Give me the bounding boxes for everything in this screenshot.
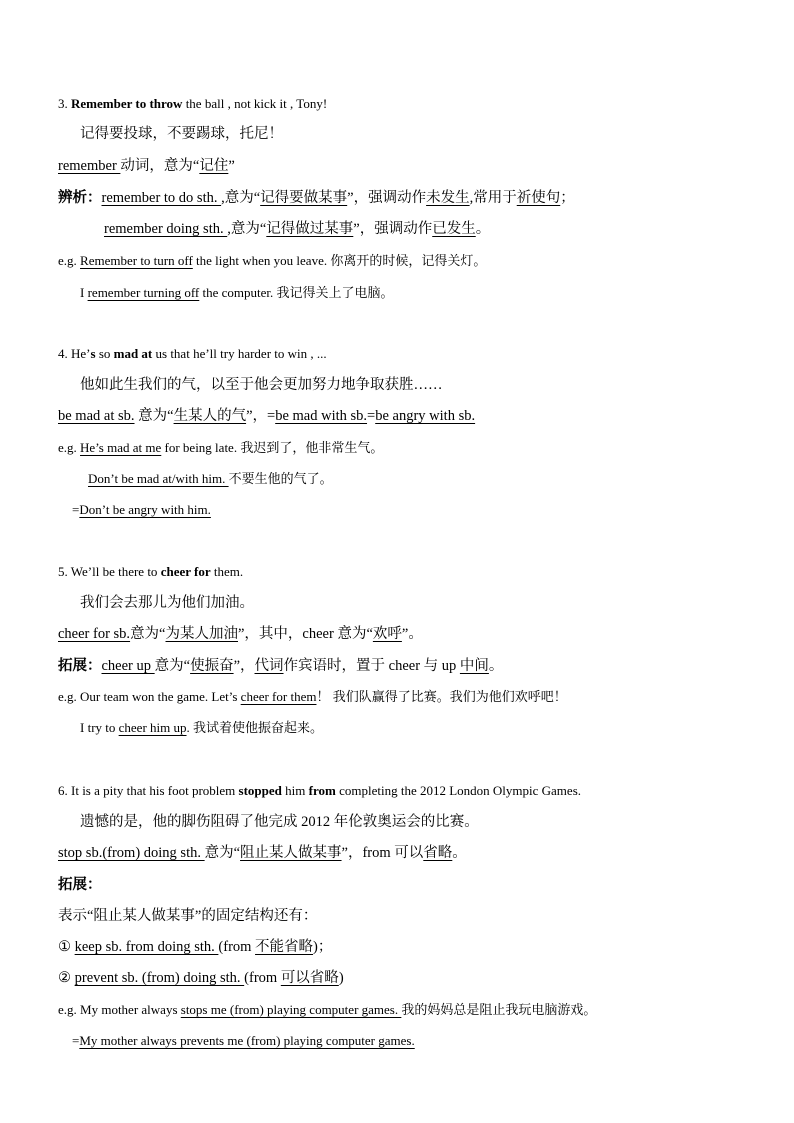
s4-translation: 他如此生我们的气，以至于他会更加努力地争取获胜……	[80, 377, 443, 393]
term: be mad at sb.	[58, 408, 135, 424]
phrase: stops me (from) playing computer games.	[180, 1002, 402, 1017]
text: 6. It is a pity that his foot problem	[58, 783, 239, 798]
text: ；	[560, 190, 575, 206]
meaning: 为某人加油	[165, 626, 238, 642]
phrase: Don’t be mad at/with him.	[88, 471, 229, 486]
keyword: 已发生	[432, 221, 476, 237]
term: stop sb.(from) doing sth.	[58, 845, 205, 861]
text: e.g. My mother always	[58, 1002, 181, 1017]
s3-example-2	[80, 284, 394, 302]
text: ”，强调动作	[353, 221, 433, 237]
s4-definition	[58, 407, 475, 425]
text: 意为“	[204, 845, 241, 861]
meaning: 记住	[199, 158, 229, 174]
text: 。	[488, 658, 504, 674]
meaning: 阻止某人做某事	[240, 845, 342, 861]
keyword: 不能省略	[255, 939, 314, 955]
text: 作宾语时，置于 cheer 与 up	[283, 658, 460, 674]
s4-sentence	[58, 345, 327, 363]
term: be mad with sb.	[275, 408, 368, 424]
text: )；	[313, 939, 333, 955]
text: the light when you leave. 你离开的时候，记得关灯。	[192, 253, 487, 268]
phrase: cheer him up	[118, 720, 187, 735]
key-word: stopped	[238, 783, 282, 798]
term: remember	[58, 158, 121, 174]
s6-example-2	[72, 1032, 415, 1050]
text: us that he’ll try harder to win , ...	[152, 346, 327, 361]
text: )	[338, 970, 344, 986]
key-phrase: Remember to throw	[71, 96, 183, 111]
term: cheer for sb.	[58, 626, 131, 642]
meaning: 使振奋	[190, 658, 234, 674]
text: ”，其中，cheer 意为“	[238, 626, 373, 642]
s5-example-1	[58, 688, 567, 706]
phrase: Don’t be angry with him.	[79, 502, 211, 517]
text: ”	[228, 158, 235, 174]
text: so	[95, 346, 114, 361]
meaning: 记得要做某事	[260, 190, 348, 206]
s6-example-1	[58, 1001, 596, 1019]
text: 。	[452, 845, 467, 861]
label: 拓展：	[58, 658, 102, 674]
term: keep sb. from doing sth.	[74, 939, 219, 955]
s4-example-1	[58, 439, 383, 457]
text: 我的妈妈总是阻止我玩电脑游戏。	[401, 1002, 597, 1017]
text: ”，	[233, 658, 255, 674]
text: completing the 2012 London Olympic Games.	[335, 783, 581, 798]
text: the ball , not kick it , Tony!	[182, 96, 328, 111]
text: 4. He’	[58, 346, 91, 361]
s6-structure-1	[58, 938, 332, 956]
text: for being late. 我迟到了，他非常生气。	[161, 440, 384, 455]
text: ,意为“	[221, 190, 261, 206]
term: be angry with sb.	[375, 408, 476, 424]
text: ,常用于	[469, 190, 517, 206]
s5-sentence	[58, 563, 243, 581]
text: I	[80, 285, 88, 300]
s6-structure-2	[58, 969, 344, 987]
keyword: 祈使句	[516, 190, 561, 206]
text: 意为“	[154, 658, 191, 674]
s5-definition	[58, 625, 423, 643]
phrase: remember turning off	[87, 285, 200, 300]
key-phrase: cheer for	[160, 564, 211, 579]
s5-translation: 我们会去那儿为他们加油。	[80, 595, 254, 611]
key-word: from	[308, 783, 336, 798]
s3-example-1	[58, 252, 486, 270]
s6-extension-label: 拓展：	[58, 877, 102, 893]
text: e.g.	[58, 253, 81, 268]
s3-analysis-2	[104, 220, 490, 238]
keyword: 可以省略	[280, 970, 339, 986]
text: 不要生他的气了。	[228, 471, 333, 486]
text: e.g. Our team won the game. Let’s	[58, 689, 241, 704]
meaning: 生某人的气	[173, 408, 247, 424]
term: cheer up	[101, 658, 155, 674]
item-marker: ②	[58, 970, 75, 986]
text: 3.	[58, 96, 71, 111]
phrase: My mother always prevents me (from) playing computer games.	[79, 1033, 415, 1048]
text: =	[367, 408, 376, 424]
term: prevent sb. (from) doing sth.	[74, 970, 245, 986]
text: ”，强调动作	[347, 190, 427, 206]
text: ,意为“	[227, 221, 267, 237]
text: I try to	[80, 720, 119, 735]
keyword: 代词	[254, 658, 284, 674]
s6-sentence	[58, 782, 581, 800]
meaning: 欢呼	[372, 626, 402, 642]
text: ”，from 可以	[341, 845, 424, 861]
text: ”，=	[246, 408, 276, 424]
phrase: Remember to turn off	[80, 253, 193, 268]
text: him	[281, 783, 309, 798]
key-phrase: mad at	[113, 346, 153, 361]
s3-analysis	[58, 189, 575, 207]
text: 5. We’ll be there to	[58, 564, 161, 579]
label: 辨析：	[58, 190, 102, 206]
s6-definition	[58, 844, 467, 862]
text: s	[90, 346, 96, 361]
s3-sentence	[58, 95, 327, 113]
text: =	[72, 502, 80, 517]
s6-translation: 遗憾的是，他的脚伤阻碍了他完成 2012 年伦敦奥运会的比赛。	[80, 814, 479, 830]
keyword: 中间	[459, 658, 489, 674]
text: 动词，意为“	[120, 158, 200, 174]
text: 。	[475, 221, 491, 237]
s5-example-2	[80, 719, 323, 737]
text: =	[72, 1033, 80, 1048]
text: (from	[218, 939, 256, 955]
s5-extension	[58, 657, 503, 675]
text: ！ 我们队赢得了比赛。我们为他们欢呼吧！	[316, 689, 567, 704]
s3-translation: 记得要投球，不要踢球，托尼！	[80, 126, 283, 142]
s6-extension-intro: 表示“阻止某人做某事”的固定结构还有：	[58, 908, 318, 924]
text: ”。	[401, 626, 423, 642]
phrase: cheer for them	[240, 689, 317, 704]
s4-example-2	[88, 470, 333, 488]
meaning: 记得做过某事	[266, 221, 354, 237]
keyword: 未发生	[426, 190, 470, 206]
text: . 我试着使他振奋起来。	[186, 720, 324, 735]
text: them.	[210, 564, 244, 579]
s3-definition	[58, 157, 235, 175]
text: (from	[244, 970, 281, 986]
text: 意为“	[130, 626, 166, 642]
text: e.g.	[58, 440, 81, 455]
s4-example-3	[72, 501, 211, 519]
term: remember to do sth.	[101, 190, 222, 206]
text: the computer. 我记得关上了电脑。	[199, 285, 394, 300]
text: 意为“	[134, 408, 174, 424]
phrase: He’s mad at me	[80, 440, 162, 455]
item-marker: ①	[58, 939, 75, 955]
keyword: 省略	[423, 845, 453, 861]
term: remember doing sth.	[104, 221, 228, 237]
